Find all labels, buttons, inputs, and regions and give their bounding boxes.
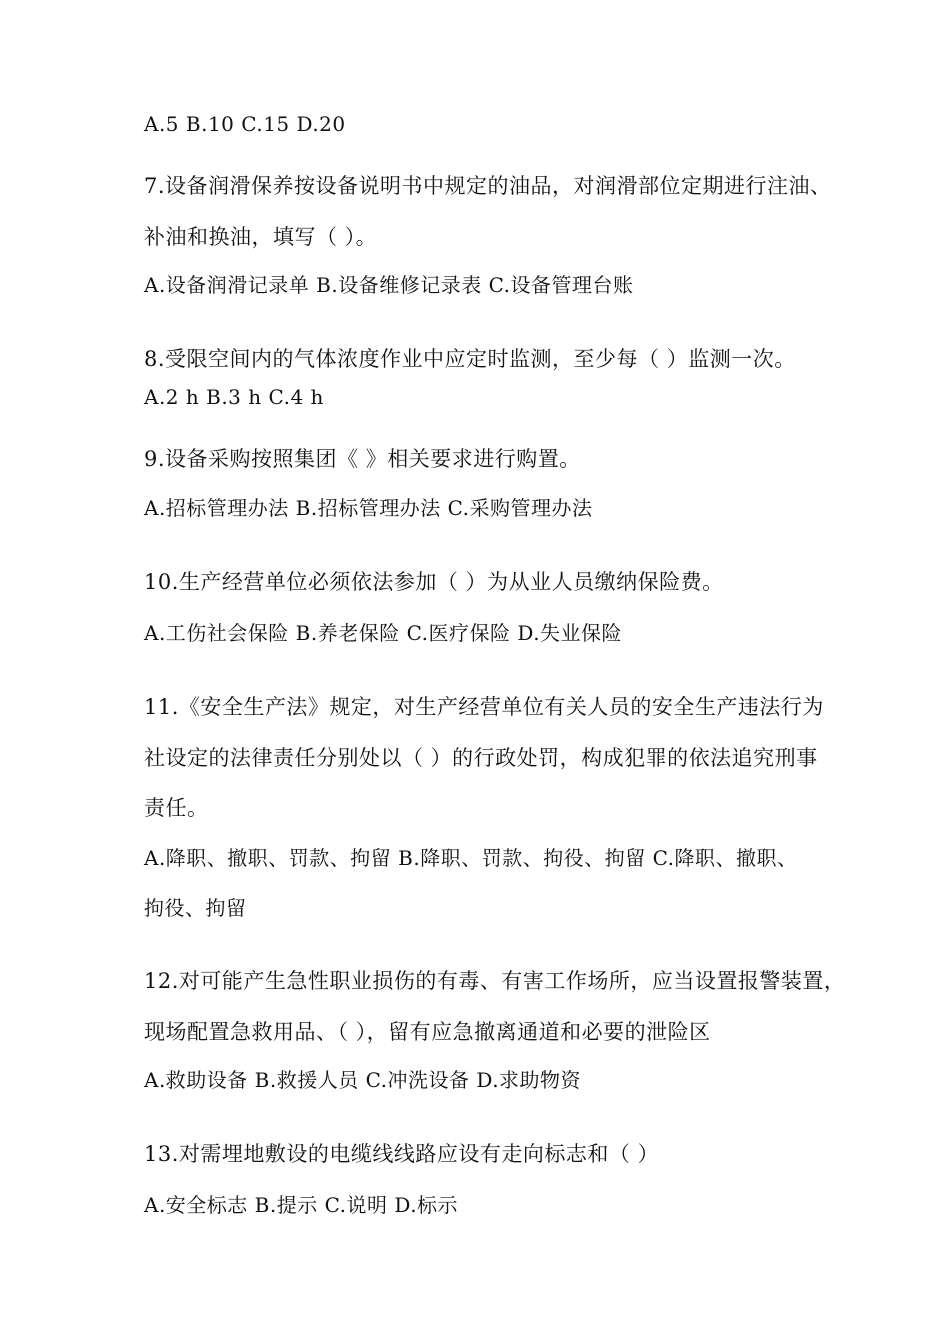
q11-text-line2: 社设定的法律责任分别处以（ ）的行政处罚，构成犯罪的依法追究刑事 (144, 746, 818, 770)
q7-text-line1: 7.设备润滑保养按设备说明书中规定的油品，对润滑部位定期进行注油、 (144, 174, 832, 198)
q11-options-line2: 拘役、拘留 (144, 896, 247, 920)
q12-text-line2: 现场配置急救用品、（ ），留有应急撤离通道和必要的泄险区 (144, 1020, 711, 1044)
q10-text: 10.生产经营单位必须依法参加（ ）为从业人员缴纳保险费。 (144, 570, 724, 594)
q13-text: 13.对需埋地敷设的电缆线线路应设有走向标志和（ ） (144, 1142, 660, 1166)
q13-options: A.安全标志 B.提示 C.说明 D.标示 (144, 1193, 459, 1217)
q9-options: A.招标管理办法 B.招标管理办法 C.采购管理办法 (144, 496, 593, 520)
q12-text-line1: 12.对可能产生急性职业损伤的有毒、有害工作场所，应当设置报警装置， (144, 969, 846, 993)
q11-options-line1: A.降职、撤职、罚款、拘留 B.降职、罚款、拘役、拘留 C.降职、撤职、 (144, 846, 798, 870)
q12-options: A.救助设备 B.救援人员 C.冲洗设备 D.求助物资 (144, 1068, 582, 1092)
q7-options: A.设备润滑记录单 B.设备维修记录表 C.设备管理台账 (144, 273, 634, 297)
q8-text: 8.受限空间内的气体浓度作业中应定时监测，至少每（ ）监测一次。 (144, 347, 796, 371)
q11-text-line1: 11.《安全生产法》规定，对生产经营单位有关人员的安全生产违法行为 (144, 695, 824, 719)
q7-text-line2: 补油和换油，填写（ ）。 (144, 225, 378, 249)
q8-options: A.2 h B.3 h C.4 h (144, 385, 324, 409)
q9-text: 9.设备采购按照集团《 》相关要求进行购置。 (144, 447, 581, 471)
q10-options: A.工伤社会保险 B.养老保险 C.医疗保险 D.失业保险 (144, 621, 623, 645)
q6-options: A.5 B.10 C.15 D.20 (144, 112, 346, 136)
q11-text-line3: 责任。 (144, 796, 209, 820)
